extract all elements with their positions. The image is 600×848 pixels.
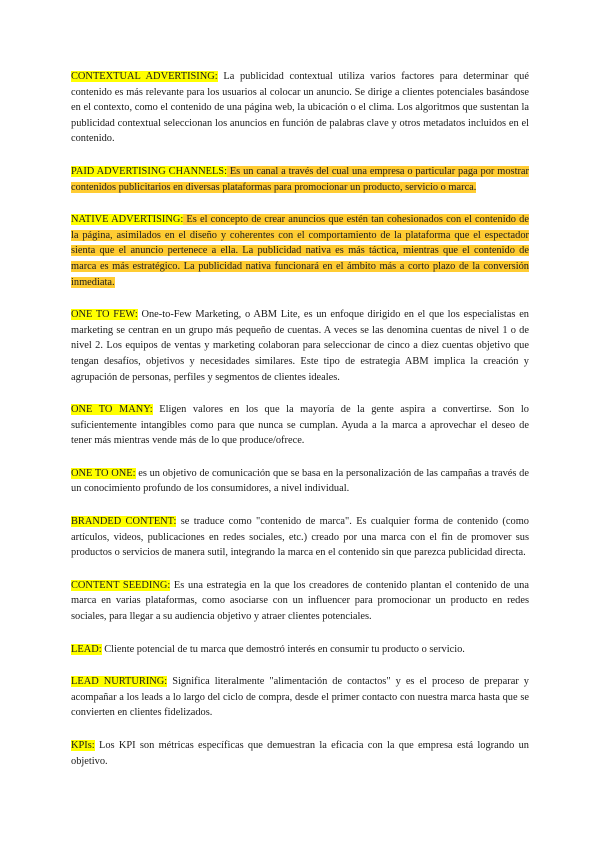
term-label: LEAD:: [71, 643, 102, 655]
term-label: BRANDED CONTENT:: [71, 516, 177, 528]
term-label: LEAD NURTURING:: [71, 676, 168, 688]
glossary-entry-native-advertising: [71, 212, 529, 290]
term-definition: One-to-Few Marketing, o ABM Lite, es un enfoque dirigido en el que los especialistas en marketing se centran en un grupo más pequeño de cuentas. A veces se las denomina cuentas de nivel 1 o de nivel 2. Los equipos de ventas y marketing colaboran para seleccionar de cinco a diez cuentas objetivo que tengan desafíos, objetivos y necesidades similares. Este tipo de estrategia ABM implica la creación y agrupación de personas, perfiles y segmentos de clientes ideales.: [71, 309, 529, 383]
term-label: KPIs:: [71, 740, 95, 751]
term-definition: Es una estrategia en la que los creadores de contenido plantan el contenido de una marca en varias plataformas, como asociarse con un influencer para promocionar un producto en redes sociales, para llegar a su audiencia objetivo y atraer clientes potenciales.: [71, 579, 529, 623]
term-definition: se traduce como "contenido de marca". Es cualquier forma de contenido (como artículos, videos, publicaciones en redes sociales, etc.) creado por una marca con el fin de promover sus productos o servicios de manera sutil, integrando la marca en el contenido sin que parezca publicidad directa.: [71, 516, 529, 559]
term-label: ONE TO ONE:: [71, 467, 136, 479]
glossary-entry-contextual-advertising: [71, 69, 529, 147]
term-definition: Los KPI son métricas específicas que demuestran la eficacia con la que empresa está logrando un objetivo.: [71, 740, 529, 767]
glossary-entry-lead: [71, 642, 529, 658]
term-definition: Significa literalmente "alimentación de contactos" y es el proceso de preparar y acompañar a los leads a lo largo del ciclo de compra, desde el primer contacto con nuestra marca hasta que se convierten en clientes fidelizados.: [71, 676, 529, 719]
term-label: PAID ADVERTISING CHANNELS:: [71, 165, 227, 177]
glossary-entry-one-to-many: [71, 402, 529, 449]
term-label: NATIVE ADVERTISING:: [71, 214, 184, 226]
glossary-entry-lead-nurturing: [71, 674, 529, 721]
glossary-entry-one-to-one: [71, 466, 529, 497]
term-definition: Cliente potencial de tu marca que demostró interés en consumir tu producto o servicio.: [101, 643, 465, 655]
term-label: CONTEXTUAL ADVERTISING:: [71, 71, 218, 82]
term-definition: Eligen valores en los que la mayoría de la gente aspira a convertirse. Son lo suficientemente intangibles como para que nunca se cumplan. Ayuda a la marca a aprovechar el deseo de tener más mientras vende más de lo que produce/ofrece.: [71, 404, 529, 447]
term-definition: Es un canal a través del cual una empresa o particular paga por mostrar contenidos publicitarios en diversas plataformas para promocionar un producto, servicio o marca.: [71, 165, 529, 193]
glossary-entry-branded-content: [71, 514, 529, 561]
term-label: ONE TO MANY:: [71, 404, 153, 416]
glossary-entry-one-to-few: [71, 307, 529, 385]
term-label: ONE TO FEW:: [71, 309, 138, 321]
term-label: CONTENT SEEDING:: [71, 579, 171, 591]
glossary-entry-paid-advertising-channels: [71, 164, 529, 195]
term-definition: es un objetivo de comunicación que se basa en la personalización de las campañas a través de un conocimiento profundo de los consumidores, a nivel individual.: [71, 467, 529, 495]
glossary-entry-content-seeding: [71, 578, 529, 625]
term-definition: Es el concepto de crear anuncios que estén tan cohesionados con el contenido de la página, asimilados en el diseño y coherentes con el comportamiento de la plataforma que el espectador sienta que el anuncio pertenece a ella. La publicidad nativa es más táctica, mientras que el contenido de marca es más estratégico. La publicidad nativa funcionará en el ámbito más a corto plazo de la conversión inmediata.: [71, 214, 529, 288]
term-definition: La publicidad contextual utiliza varios factores para determinar qué contenido es más relevante para los usuarios al colocar un anuncio. Se dirige a clientes potenciales basándose en el contexto, como el contenido de una página web, la ubicación o el clima. Los algoritmos que sustentan la publicidad contextual seleccionan los anuncios en función de palabras clave y otros metadatos incluidos en el contenido.: [71, 71, 529, 145]
glossary-entry-kpis: [71, 738, 529, 769]
